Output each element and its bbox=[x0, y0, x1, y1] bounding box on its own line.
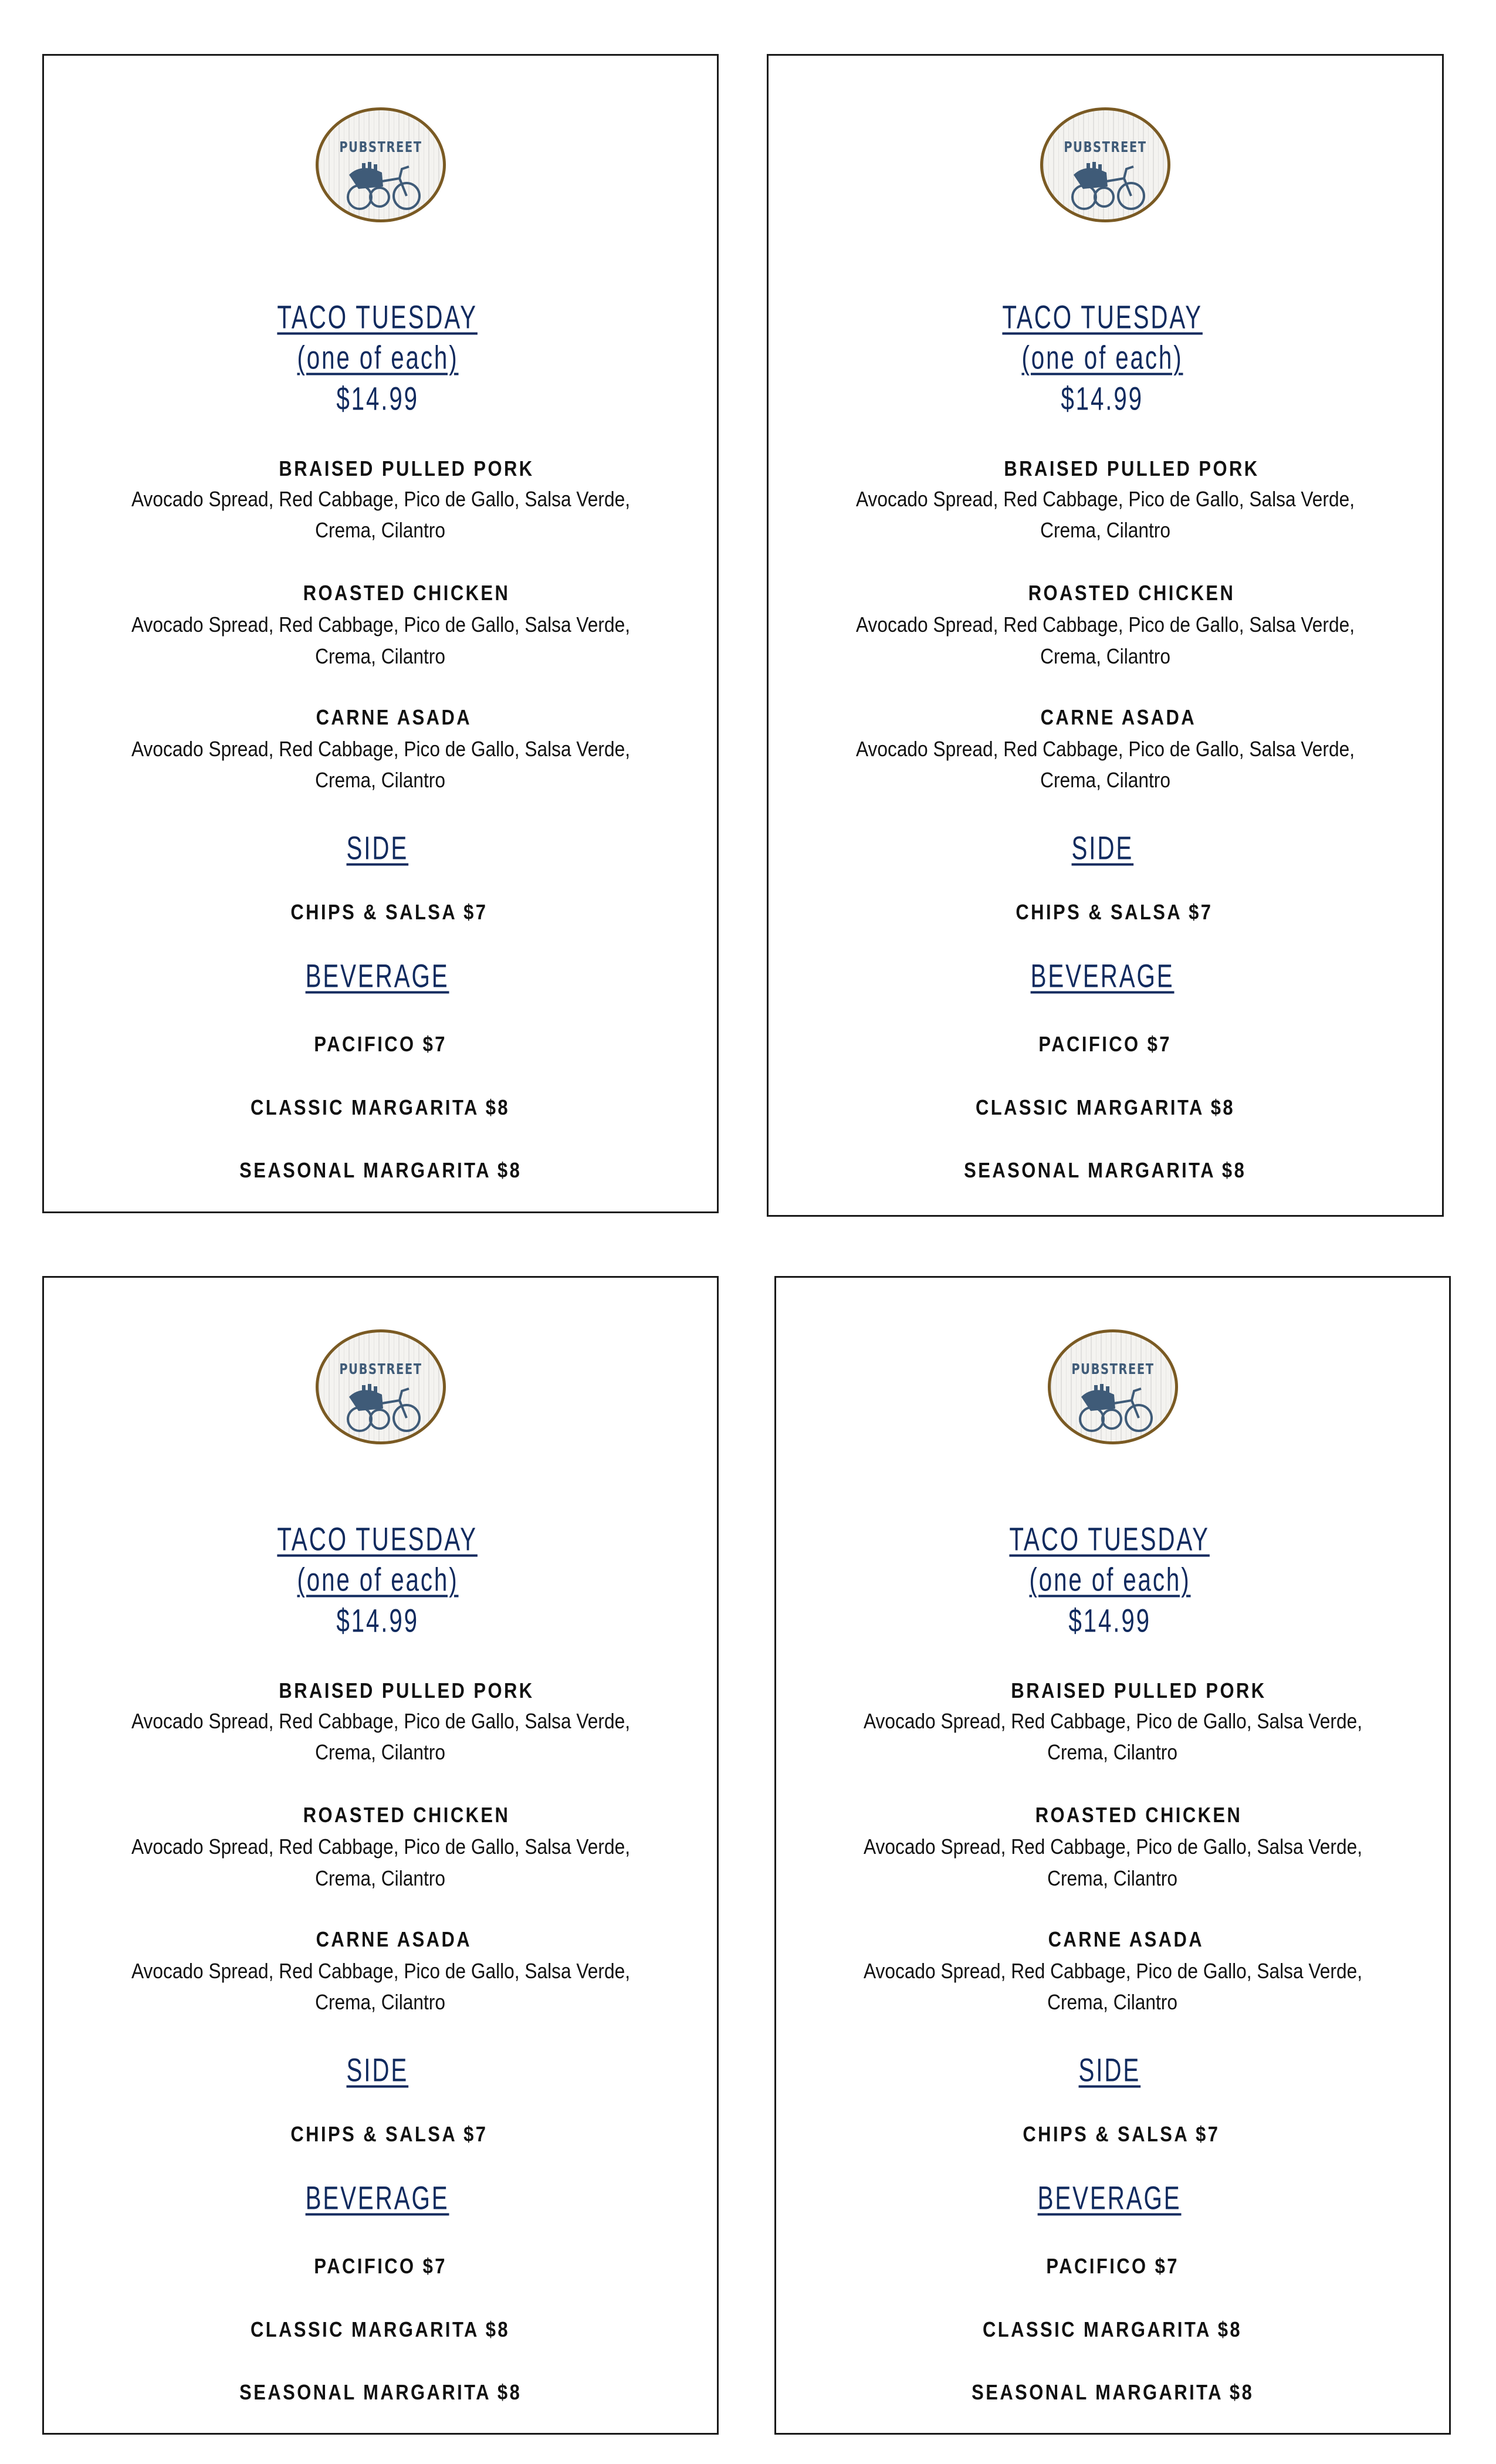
side-item: CHIPS & SALSA $7 bbox=[290, 2122, 488, 2146]
menu-subtitle: (one of each) bbox=[1021, 339, 1183, 376]
taco-description: Crema, Cilantro bbox=[1040, 518, 1170, 542]
taco-name: ROASTED CHICKEN bbox=[303, 581, 510, 605]
taco-description: Crema, Cilantro bbox=[1047, 1740, 1178, 1764]
side-heading: SIDE bbox=[1071, 829, 1133, 867]
beverage-item: CLASSIC MARGARITA $8 bbox=[975, 1095, 1236, 1119]
taco-description: Crema, Cilantro bbox=[1047, 1866, 1178, 1890]
menu-subtitle: (one of each) bbox=[296, 1561, 459, 1598]
taco-description: Crema, Cilantro bbox=[1040, 768, 1170, 792]
taco-name: ROASTED CHICKEN bbox=[1028, 581, 1236, 605]
beverage-item: SEASONAL MARGARITA $8 bbox=[239, 2380, 522, 2404]
menu-price: $14.99 bbox=[1068, 1602, 1151, 1639]
logo-wordmark: PUBSTREET bbox=[339, 138, 422, 155]
bicycle-icon bbox=[341, 161, 423, 215]
beverage-heading: BEVERAGE bbox=[1030, 957, 1175, 994]
beverage-heading: BEVERAGE bbox=[306, 957, 449, 994]
logo-wordmark: PUBSTREET bbox=[1071, 1360, 1155, 1377]
beverage-item: SEASONAL MARGARITA $8 bbox=[964, 1158, 1247, 1182]
menu-subtitle: (one of each) bbox=[1028, 1561, 1191, 1598]
taco-description: Crema, Cilantro bbox=[315, 644, 446, 668]
taco-description: Avocado Spread, Red Cabbage, Pico de Gallo, Salsa Verde, bbox=[863, 1959, 1362, 1983]
menu-card-1 bbox=[42, 54, 719, 1213]
taco-description: Avocado Spread, Red Cabbage, Pico de Gallo, Salsa Verde, bbox=[131, 737, 630, 761]
pubstreet-logo bbox=[316, 107, 446, 222]
side-heading: SIDE bbox=[346, 2051, 409, 2089]
taco-name: BRAISED PULLED PORK bbox=[279, 456, 535, 480]
side-heading: SIDE bbox=[1078, 2051, 1141, 2089]
menu-price: $14.99 bbox=[336, 1602, 419, 1639]
menu-title: TACO TUESDAY bbox=[1002, 298, 1203, 336]
taco-description: Avocado Spread, Red Cabbage, Pico de Gallo, Salsa Verde, bbox=[131, 487, 630, 511]
taco-name: CARNE ASADA bbox=[316, 705, 472, 729]
taco-description: Crema, Cilantro bbox=[315, 518, 446, 542]
beverage-heading: BEVERAGE bbox=[1038, 2179, 1182, 2216]
beverage-item: CLASSIC MARGARITA $8 bbox=[251, 1095, 510, 1119]
taco-description: Avocado Spread, Red Cabbage, Pico de Gallo, Salsa Verde, bbox=[131, 1835, 630, 1859]
beverage-item: SEASONAL MARGARITA $8 bbox=[971, 2380, 1254, 2404]
taco-description: Avocado Spread, Red Cabbage, Pico de Gallo, Salsa Verde, bbox=[855, 487, 1355, 511]
menu-title: TACO TUESDAY bbox=[277, 298, 478, 336]
taco-description: Avocado Spread, Red Cabbage, Pico de Gallo, Salsa Verde, bbox=[863, 1709, 1362, 1733]
pubstreet-logo bbox=[1040, 107, 1170, 222]
taco-description: Avocado Spread, Red Cabbage, Pico de Gallo, Salsa Verde, bbox=[131, 1709, 630, 1733]
side-item: CHIPS & SALSA $7 bbox=[1023, 2122, 1220, 2146]
logo-wordmark: PUBSTREET bbox=[1064, 138, 1147, 155]
bicycle-icon bbox=[1065, 161, 1148, 215]
beverage-item: CLASSIC MARGARITA $8 bbox=[251, 2317, 510, 2341]
taco-description: Avocado Spread, Red Cabbage, Pico de Gallo, Salsa Verde, bbox=[131, 1959, 630, 1983]
side-item: CHIPS & SALSA $7 bbox=[1015, 900, 1213, 924]
menu-card-2 bbox=[767, 54, 1444, 1217]
bicycle-icon bbox=[1073, 1383, 1155, 1437]
menu-subtitle: (one of each) bbox=[296, 339, 459, 376]
menu-card-3 bbox=[42, 1276, 719, 2435]
beverage-item: PACIFICO $7 bbox=[314, 1032, 447, 1056]
side-item: CHIPS & SALSA $7 bbox=[290, 900, 488, 924]
beverage-heading: BEVERAGE bbox=[306, 2179, 449, 2216]
taco-description: Avocado Spread, Red Cabbage, Pico de Gallo, Salsa Verde, bbox=[863, 1835, 1362, 1859]
menu-title: TACO TUESDAY bbox=[1009, 1520, 1210, 1558]
menu-price: $14.99 bbox=[336, 380, 419, 417]
bicycle-icon bbox=[341, 1383, 423, 1437]
beverage-item: CLASSIC MARGARITA $8 bbox=[983, 2317, 1243, 2341]
beverage-item: PACIFICO $7 bbox=[1046, 2254, 1179, 2278]
menu-price: $14.99 bbox=[1061, 380, 1144, 417]
taco-description: Crema, Cilantro bbox=[315, 768, 446, 792]
menu-card-4 bbox=[774, 1276, 1451, 2435]
taco-description: Crema, Cilantro bbox=[315, 1990, 446, 2014]
taco-name: CARNE ASADA bbox=[1048, 1927, 1204, 1951]
taco-name: CARNE ASADA bbox=[316, 1927, 472, 1951]
taco-name: BRAISED PULLED PORK bbox=[1004, 456, 1260, 480]
taco-name: BRAISED PULLED PORK bbox=[279, 1678, 535, 1703]
logo-wordmark: PUBSTREET bbox=[339, 1360, 422, 1377]
taco-description: Avocado Spread, Red Cabbage, Pico de Gallo, Salsa Verde, bbox=[131, 612, 630, 637]
taco-description: Avocado Spread, Red Cabbage, Pico de Gallo, Salsa Verde, bbox=[855, 737, 1355, 761]
taco-description: Crema, Cilantro bbox=[1040, 644, 1170, 668]
taco-description: Crema, Cilantro bbox=[315, 1866, 446, 1890]
beverage-item: PACIFICO $7 bbox=[314, 2254, 447, 2278]
taco-description: Crema, Cilantro bbox=[1047, 1990, 1178, 2014]
taco-name: CARNE ASADA bbox=[1040, 705, 1197, 729]
taco-name: ROASTED CHICKEN bbox=[303, 1803, 510, 1827]
pubstreet-logo bbox=[316, 1329, 446, 1444]
beverage-item: PACIFICO $7 bbox=[1038, 1032, 1172, 1056]
taco-name: BRAISED PULLED PORK bbox=[1011, 1678, 1267, 1703]
taco-name: ROASTED CHICKEN bbox=[1035, 1803, 1243, 1827]
pubstreet-logo bbox=[1048, 1329, 1178, 1444]
side-heading: SIDE bbox=[346, 829, 409, 867]
taco-description: Avocado Spread, Red Cabbage, Pico de Gallo, Salsa Verde, bbox=[855, 612, 1355, 637]
menu-title: TACO TUESDAY bbox=[277, 1520, 478, 1558]
beverage-item: SEASONAL MARGARITA $8 bbox=[239, 1158, 522, 1182]
taco-description: Crema, Cilantro bbox=[315, 1740, 446, 1764]
